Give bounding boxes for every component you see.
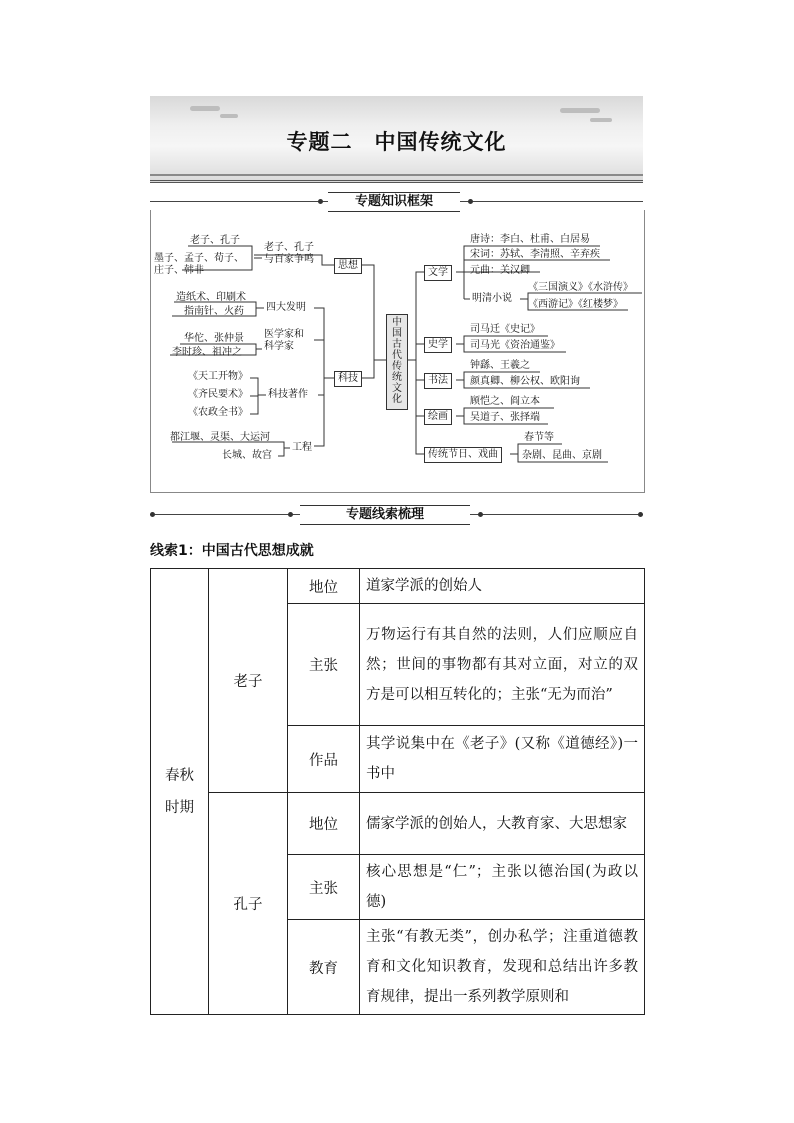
node-keji-item: 《天工开物》 bbox=[188, 371, 248, 382]
node-keji-group: 科技著作 bbox=[268, 389, 308, 400]
row-key: 地位 bbox=[288, 793, 360, 855]
node-shufa-item: 颜真卿、柳公权、欧阳询 bbox=[470, 376, 580, 387]
node-shufa-item: 钟繇、王羲之 bbox=[470, 360, 530, 371]
node-keji-item: 都江堰、灵渠、大运河 bbox=[170, 432, 270, 443]
node-sixiang-group: 老子、孔子 与百家争鸣 bbox=[264, 242, 314, 265]
node-keji-item: 指南针、火药 bbox=[184, 306, 244, 317]
table-row bbox=[151, 793, 645, 855]
banner-rule bbox=[150, 174, 643, 176]
node-keji-item: 长城、故宫 bbox=[222, 450, 272, 461]
node-sixiang: 思想 bbox=[334, 258, 362, 274]
banner-decoration bbox=[590, 118, 612, 122]
section-title: 专题知识框架 bbox=[328, 192, 460, 212]
node-keji-item: 《齐民要术》 bbox=[188, 389, 248, 400]
banner-decoration bbox=[190, 106, 220, 111]
header-dot bbox=[468, 199, 473, 204]
header-dot bbox=[478, 512, 483, 517]
section-title: 专题线索梳理 bbox=[300, 505, 470, 525]
node-sixiang-item: 墨子、孟子、荀子、 庄子、韩非 bbox=[154, 253, 244, 276]
node-keji-item: 造纸术、印刷术 bbox=[176, 292, 246, 303]
node-wenxue-sub: 明清小说 bbox=[472, 293, 512, 304]
row-value: 道家学派的创始人 bbox=[360, 569, 645, 604]
node-wenxue-sub-item: 《西游记》《红楼梦》 bbox=[528, 299, 623, 310]
row-key: 教育 bbox=[288, 920, 360, 1015]
banner-decoration bbox=[220, 114, 238, 118]
thought-achievements-table bbox=[150, 568, 645, 1015]
node-wenxue-item: 唐诗：李白、杜甫、白居易 bbox=[470, 234, 590, 245]
banner-decoration bbox=[560, 108, 600, 113]
row-value: 万物运行有其自然的法则，人们应顺应自然；世间的事物都有其对立面，对立的双方是可以相互转化的；主张“无为而治” bbox=[360, 604, 645, 726]
section-header-framework bbox=[150, 192, 643, 212]
clue-heading: 线索1：中国古代思想成就 bbox=[150, 543, 314, 559]
row-value: 核心思想是“仁”；主张以德治国(为政以德) bbox=[360, 855, 645, 920]
header-dot bbox=[638, 512, 643, 517]
node-keji-item: 华佗、张仲景 bbox=[184, 333, 244, 344]
node-keji: 科技 bbox=[334, 371, 362, 387]
person-cell: 孔子 bbox=[209, 793, 288, 1015]
node-keji-item: 《农政全书》 bbox=[188, 407, 248, 418]
row-key: 主张 bbox=[288, 855, 360, 920]
node-shixue-item: 司马迁《史记》 bbox=[470, 324, 540, 335]
row-value: 其学说集中在《老子》(又称《道德经》)一书中 bbox=[360, 726, 645, 793]
title-banner bbox=[150, 96, 643, 183]
node-keji-group: 工程 bbox=[292, 442, 312, 453]
row-key: 地位 bbox=[288, 569, 360, 604]
page-title: 专题二 中国传统文化 bbox=[286, 130, 507, 154]
section-header-clues bbox=[150, 505, 643, 525]
row-key: 作品 bbox=[288, 726, 360, 793]
node-huihua-item: 吴道子、张择端 bbox=[470, 412, 540, 423]
node-shixue-item: 司马光《资治通鉴》 bbox=[470, 340, 560, 351]
mindmap-center-node bbox=[386, 314, 408, 410]
node-wenxue: 文学 bbox=[424, 265, 452, 281]
header-dot bbox=[288, 512, 293, 517]
row-key: 主张 bbox=[288, 604, 360, 726]
node-huihua-item: 顾恺之、阎立本 bbox=[470, 396, 540, 407]
node-shufa: 书法 bbox=[424, 373, 452, 389]
period-cell: 春秋 时期 bbox=[151, 569, 209, 1015]
node-huihua: 绘画 bbox=[424, 409, 452, 425]
header-dot bbox=[150, 512, 155, 517]
node-keji-group: 四大发明 bbox=[266, 302, 306, 313]
node-sixiang-item: 老子、孔子 bbox=[190, 235, 240, 246]
center-node-label: 中国古代传统文化 bbox=[392, 317, 402, 405]
row-value: 儒家学派的创始人，大教育家、大思想家 bbox=[360, 793, 645, 855]
node-jieri-item: 春节等 bbox=[524, 432, 554, 443]
node-jieri: 传统节日、戏曲 bbox=[424, 447, 502, 463]
node-shixue: 史学 bbox=[424, 337, 452, 353]
row-value: 主张“有教无类”，创办私学；注重道德教育和文化知识教育，发现和总结出许多教育规律，提出一系列教学原则和 bbox=[360, 920, 645, 1015]
node-wenxue-item: 元曲：关汉卿 bbox=[470, 265, 530, 276]
header-dot bbox=[318, 199, 323, 204]
node-wenxue-sub-item: 《三国演义》《水浒传》 bbox=[528, 282, 633, 293]
node-keji-item: 李时珍、祖冲之 bbox=[172, 347, 242, 358]
node-wenxue-item: 宋词：苏轼、李清照、辛弃疾 bbox=[470, 249, 600, 260]
node-keji-group: 医学家和 科学家 bbox=[264, 329, 304, 352]
person-cell: 老子 bbox=[209, 569, 288, 793]
table-row bbox=[151, 569, 645, 604]
node-jieri-item: 杂剧、昆曲、京剧 bbox=[522, 450, 602, 461]
